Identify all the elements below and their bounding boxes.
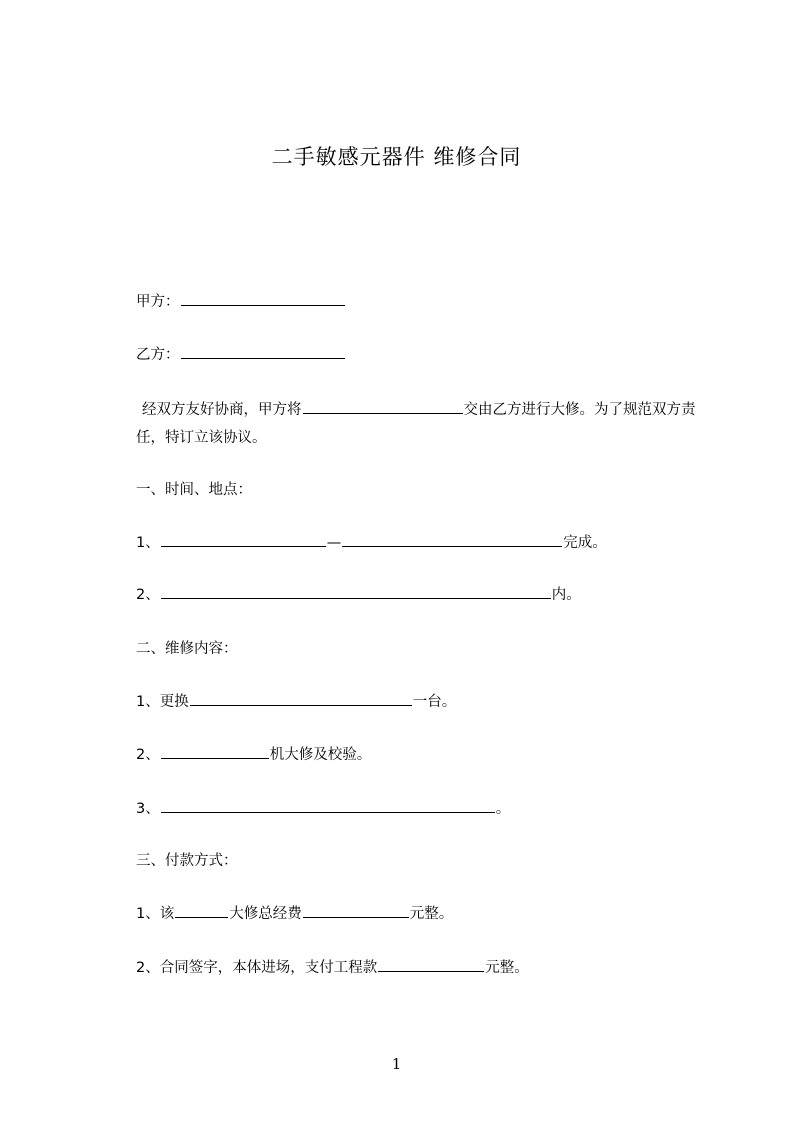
section3-heading: 三、付款方式： — [136, 853, 238, 869]
item-name-blank[interactable] — [175, 904, 228, 918]
section2-heading: 二、维修内容： — [136, 641, 238, 657]
replacement-part-blank[interactable] — [190, 692, 412, 706]
section1-item1-suffix: 完成。 — [563, 535, 607, 551]
party-b-label: 乙方： — [136, 347, 180, 363]
section1-item2-suffix: 内。 — [551, 587, 581, 603]
total-cost-blank[interactable] — [303, 904, 409, 918]
section1-item2 — [136, 585, 581, 605]
page-number: 1 — [391, 1055, 402, 1073]
section2-item3-suffix: 。 — [495, 801, 511, 817]
section2-item1-suffix: 一台。 — [412, 694, 457, 710]
section2-item3-prefix: 3、 — [136, 801, 160, 817]
section1-item1 — [136, 533, 607, 553]
section2-item2-prefix: 2、 — [136, 747, 160, 763]
section3-item1-suffix: 元整。 — [409, 906, 454, 922]
additional-content-blank[interactable] — [161, 799, 495, 813]
party-a-line — [136, 292, 346, 312]
intro-text-part1: 经双方友好协商，甲方将 — [142, 402, 302, 418]
party-b-line — [136, 345, 346, 365]
payment-amount-blank[interactable] — [378, 958, 484, 972]
section3-item1-prefix: 1、该 — [136, 906, 175, 922]
section3-item2-suffix: 元整。 — [485, 960, 529, 976]
equipment-blank[interactable] — [303, 400, 463, 414]
section1-item1-prefix: 1、 — [136, 535, 160, 551]
section3-item2-prefix: 2、合同签字，本体进场，支付工程款 — [136, 960, 378, 976]
section2-item3 — [136, 799, 510, 819]
document-title: 二手敏感元器件 维修合同 — [271, 145, 522, 169]
party-a-blank[interactable] — [181, 292, 345, 306]
intro-paragraph — [136, 396, 716, 452]
section3-item1-middle: 大修总经费 — [229, 906, 302, 922]
machine-blank[interactable] — [161, 745, 269, 759]
end-date-blank[interactable] — [342, 533, 562, 547]
section1-item1-dash: — — [326, 535, 342, 551]
section2-item1-prefix: 1、更换 — [136, 694, 189, 710]
start-date-blank[interactable] — [161, 533, 326, 547]
party-b-blank[interactable] — [181, 345, 345, 359]
section1-item2-prefix: 2、 — [136, 587, 160, 603]
section2-item2 — [136, 745, 371, 765]
section3-item1 — [136, 904, 453, 924]
section1-heading: 一、时间、地点： — [136, 482, 252, 498]
intro-text-part2: 交由乙方进行大修。为了规范双方责任，特订立该协议。 — [136, 402, 696, 446]
section3-item2 — [136, 958, 529, 978]
party-a-label: 甲方： — [136, 294, 180, 310]
location-blank[interactable] — [161, 585, 551, 599]
section2-item1 — [136, 692, 456, 712]
section2-item2-suffix: 机大修及校验。 — [269, 747, 372, 763]
